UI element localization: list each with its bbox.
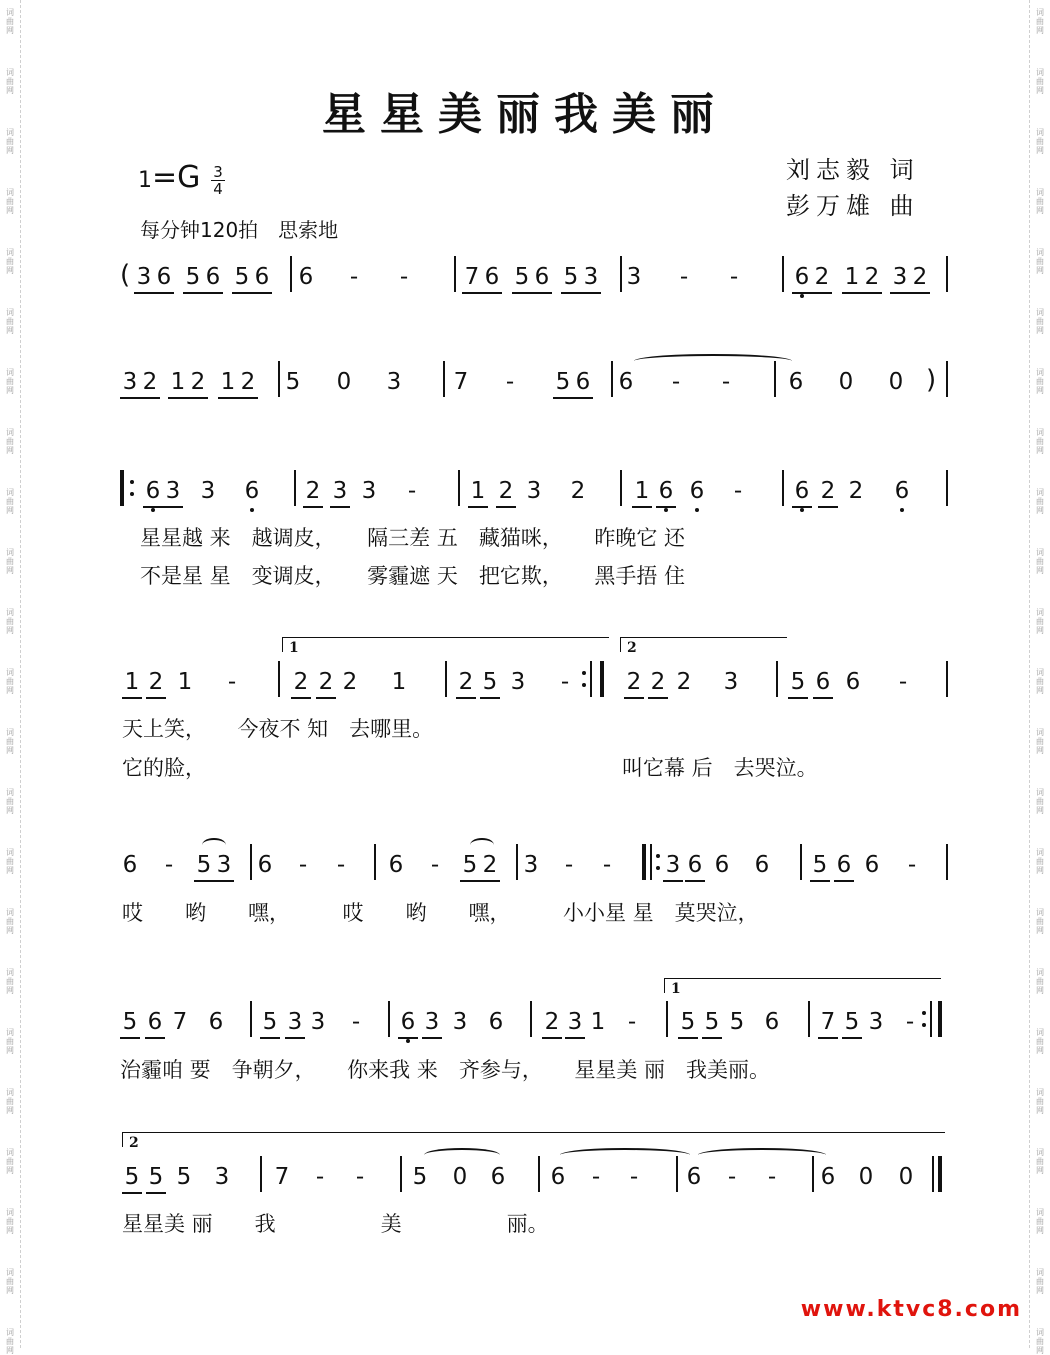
watermark-text: 词 曲 网 [6,488,14,515]
score-note: - [564,852,574,878]
website-watermark: www.ktvc8.com [800,1297,1022,1322]
score-note: 2 [542,1007,562,1039]
bar-line [782,256,784,292]
tempo-marking: 每分钟120拍 思索地 [140,218,339,242]
score-row-3 [0,476,1050,516]
score-note: 2 [818,476,838,508]
score-note: 3 [134,262,154,294]
score-note: - [898,669,908,695]
score-note: 3 [523,852,539,878]
bar-line [946,844,948,880]
bar-line [250,1001,252,1037]
score-note: 6 [687,476,707,506]
score-note: 2 [291,667,311,699]
score-note: - [729,264,739,290]
repeat-dot [656,854,660,858]
score-note: 5 [194,850,214,882]
second-ending-bracket: 2 [620,637,787,652]
watermark-text: 词 曲 网 [1036,788,1044,815]
watermark-text: 词 曲 网 [6,1148,14,1175]
score-note: 5 [120,1007,140,1039]
score-note: - [907,852,917,878]
composer-credit: 彭万雄 曲 [786,192,920,220]
score-note: 3 [510,669,526,695]
lyricist-credit: 刘志毅 词 [786,156,920,184]
score-note: 1 [168,367,188,399]
score-note: 6 [834,850,854,882]
score-note: 6 [573,367,593,399]
score-row-4 [0,667,1050,707]
score-note: - [399,264,409,290]
score-note: 6 [656,476,676,508]
score-note: - [336,852,346,878]
score-note: 5 [122,1162,142,1194]
watermark-text: 词 曲 网 [6,248,14,275]
tie-slur [202,838,226,852]
repeat-dot [582,671,586,675]
score-note: 2 [316,667,336,699]
score-note: 1 [590,1009,606,1035]
watermark-text: 词 曲 网 [1036,608,1044,635]
score-note: - [733,478,743,504]
bar-line [516,844,518,880]
watermark-text: 词 曲 网 [6,368,14,395]
watermark-text: 词 曲 网 [1036,308,1044,335]
score-note: 6 [488,1009,504,1035]
watermark-text: 词 曲 网 [6,668,14,695]
watermark-text: 词 曲 网 [6,68,14,95]
score-note: 3 [386,369,402,395]
score-note: 6 [298,264,314,290]
score-note: - [602,852,612,878]
score-note: 3 [361,478,377,504]
bar-line [590,661,592,697]
score-note: - [430,852,440,878]
watermark-text: 词 曲 网 [1036,1208,1044,1235]
watermark-text: 词 曲 网 [6,128,14,155]
watermark-text: 词 曲 网 [6,308,14,335]
watermark-text: 词 曲 网 [1036,1268,1044,1295]
lower-octave-dot [800,294,804,298]
watermark-text: 词 曲 网 [1036,1088,1044,1115]
score-note: 5 [412,1164,428,1190]
bar-line [445,661,447,697]
bar-line [776,661,778,697]
lower-octave-dot [250,508,254,512]
watermark-text: 词 曲 网 [6,188,14,215]
score-note: 2 [624,667,644,699]
watermark-text: 词 曲 网 [1036,968,1044,995]
bar-line [932,1156,934,1192]
score-note: - [905,1009,915,1035]
lyrics-line: 星星越 来 越调皮， 隔三差 五 藏猫咪， 昨晚它 还 [140,526,686,550]
bar-line [400,1156,402,1192]
score-note: 6 [686,1164,702,1190]
score-note: 7 [818,1007,838,1039]
score-note: 3 [214,1164,230,1190]
repeat-dot [130,492,134,496]
score-note: 6 [864,852,880,878]
watermark-text: 词 曲 网 [1036,428,1044,455]
bar-line [530,1001,532,1037]
score-note: - [407,478,417,504]
score-note: - [767,1164,777,1190]
score-note: 5 [285,369,301,395]
score-note: 3 [120,367,140,399]
score-note: 0 [838,369,854,395]
bar-line [938,1156,942,1192]
score-note: 6 [813,667,833,699]
score-note: - [351,1009,361,1035]
tie-slur [560,1148,690,1162]
score-note: 2 [303,476,323,508]
score-note: 6 [203,262,223,294]
song-title: 星星美丽我美丽 [322,89,728,140]
bar-line [458,470,460,506]
score-note: 6 [257,852,273,878]
lower-octave-dot [406,1039,410,1043]
score-note: 2 [342,669,358,695]
score-note: 1 [468,476,488,508]
score-row-1 [0,262,1050,302]
score-note: 7 [453,369,469,395]
score-note: - [315,1164,325,1190]
score-note: 3 [526,478,542,504]
score-note: 2 [910,262,930,294]
score-note: 3 [565,1007,585,1039]
lower-octave-dot [695,508,699,512]
score-note: 1 [842,262,862,294]
watermark-text: 词 曲 网 [1036,368,1044,395]
score-note: 1 [391,669,407,695]
score-note: - [560,669,570,695]
score-note: 5 [810,850,830,882]
score-paren: ( [120,260,131,290]
watermark-text: 词 曲 网 [6,788,14,815]
first-ending-bracket: 1 [282,637,609,652]
score-note: 6 [754,852,770,878]
score-note: 6 [398,1007,418,1039]
bar-line [946,256,948,292]
repeat-dot [582,683,586,687]
score-note: 5 [842,1007,862,1039]
score-note: 3 [581,262,601,294]
watermark-text: 词 曲 网 [1036,128,1044,155]
score-note: 6 [252,262,272,294]
score-note: 2 [238,367,258,399]
score-note: - [727,1164,737,1190]
score-note: 6 [892,476,912,506]
score-note: 5 [480,667,500,699]
lyrics-line: 不是星 星 变调皮， 雾霾遮 天 把它欺， 黑手捂 住 [140,564,686,588]
bar-line [650,844,652,880]
score-note: 3 [285,1007,305,1039]
bar-line [294,470,296,506]
bar-line [538,1156,540,1192]
score-note: 1 [122,667,142,699]
bar-line [600,661,604,697]
watermark-text: 词 曲 网 [1036,548,1044,575]
score-note: 3 [214,850,234,882]
lower-octave-dot [664,508,668,512]
watermark-text: 词 曲 网 [1036,668,1044,695]
lyrics-line: 哎 哟 嘿， 哎 哟 嘿， 小小星 星 莫哭泣， [122,901,759,925]
watermark-text: 词 曲 网 [1036,1148,1044,1175]
score-note: 3 [163,476,183,508]
score-note: 6 [532,262,552,294]
score-note: - [298,852,308,878]
lower-octave-dot [151,508,155,512]
score-note: 3 [890,262,910,294]
score-note: - [721,369,731,395]
score-note: 2 [848,478,864,504]
score-note: 3 [723,669,739,695]
bar-line [443,361,445,397]
score-note: 6 [122,852,138,878]
bar-line [388,1001,390,1037]
score-row-7 [0,1162,1050,1202]
watermark-text: 词 曲 网 [6,428,14,455]
watermark-text: 词 曲 网 [6,1088,14,1115]
score-paren: ) [926,365,937,395]
score-note: 6 [764,1009,780,1035]
bar-line [290,256,292,292]
watermark-text: 词 曲 网 [1036,1028,1044,1055]
watermark-text: 词 曲 网 [1036,488,1044,515]
tie-slur [470,838,494,852]
watermark-text: 词 曲 网 [6,8,14,35]
score-note: 6 [388,852,404,878]
score-note: 7 [172,1009,188,1035]
score-note: 3 [663,850,683,882]
score-note: 5 [183,262,203,294]
watermark-text: 词 曲 网 [6,1028,14,1055]
score-row-6 [0,1007,1050,1047]
score-note: 3 [626,264,642,290]
bar-line [946,470,948,506]
score-note: 6 [685,850,705,882]
bar-line [374,844,376,880]
score-note: 5 [232,262,252,294]
watermark-text: 词 曲 网 [6,1328,14,1355]
score-note: - [164,852,174,878]
score-note: - [227,669,237,695]
bar-line [260,1156,262,1192]
score-note: 6 [820,1164,836,1190]
bar-line [454,256,456,292]
score-note: 1 [632,476,652,508]
score-note: 7 [274,1164,290,1190]
score-note: 5 [729,1009,745,1035]
score-note: - [629,1164,639,1190]
score-note: 5 [561,262,581,294]
score-note: 0 [888,369,904,395]
score-note: 6 [242,476,262,506]
score-note: 6 [845,669,861,695]
score-note: 5 [788,667,808,699]
score-note: 3 [310,1009,326,1035]
score-note: 3 [330,476,350,508]
tie-slur [424,1148,500,1162]
lyrics-line: 治霾咱 要 争朝夕， 你来我 来 齐参与， 星星美 丽 我美丽。 [120,1058,771,1082]
score-note: 3 [422,1007,442,1039]
watermark-text: 词 曲 网 [6,608,14,635]
lower-octave-dot [900,508,904,512]
watermark-text: 词 曲 网 [6,548,14,575]
repeat-dot [130,480,134,484]
watermark-text: 词 曲 网 [6,728,14,755]
bar-line [666,1001,668,1037]
score-note: 0 [858,1164,874,1190]
tie-slur [698,1148,826,1162]
score-note: - [355,1164,365,1190]
bar-line [800,844,802,880]
watermark-text: 词 曲 网 [6,848,14,875]
score-note: 2 [140,367,160,399]
bar-line [278,661,280,697]
watermark-text: 词 曲 网 [1036,728,1044,755]
lyrics-line: 天上笑， 今夜不 知 去哪里。 [122,717,434,741]
score-note: 6 [482,262,502,294]
watermark-text: 词 曲 网 [1036,848,1044,875]
bar-line [642,844,646,880]
score-note: 0 [336,369,352,395]
score-note: 2 [812,262,832,294]
score-note: 6 [714,852,730,878]
bar-line [620,470,622,506]
score-note: 0 [898,1164,914,1190]
score-note: 2 [676,669,692,695]
score-note: - [679,264,689,290]
score-note: 3 [452,1009,468,1035]
score-row-5 [0,850,1050,890]
lyrics-line: 叫它幕 后 去哭泣。 [622,756,818,780]
score-note: - [671,369,681,395]
key-signature: 1=G [138,160,201,195]
score-note: 2 [146,667,166,699]
score-note: 5 [512,262,532,294]
score-note: - [591,1164,601,1190]
tie-slur [634,354,792,368]
score-note: 5 [553,367,573,399]
bar-line [120,470,124,506]
score-note: 1 [177,669,193,695]
score-note: 5 [176,1164,192,1190]
lower-octave-dot [800,508,804,512]
repeat-dot [922,1011,926,1015]
score-note: 6 [490,1164,506,1190]
score-note: 2 [496,476,516,508]
score-note: 6 [145,1007,165,1039]
score-note: 2 [188,367,208,399]
watermark-text: 词 曲 网 [1036,68,1044,95]
score-note: 6 [788,369,804,395]
score-note: 2 [862,262,882,294]
score-note: 6 [208,1009,224,1035]
score-note: 1 [218,367,238,399]
watermark-text: 词 曲 网 [6,968,14,995]
score-note: 6 [550,1164,566,1190]
score-note: 5 [702,1007,722,1039]
bar-line [611,361,613,397]
score-note: 3 [200,478,216,504]
score-note: 2 [480,850,500,882]
bar-line [946,661,948,697]
score-note: 5 [260,1007,280,1039]
score-note: 2 [456,667,476,699]
score-note: 3 [868,1009,884,1035]
score-note: 2 [648,667,668,699]
watermark-text: 词 曲 网 [6,1268,14,1295]
score-note: 6 [154,262,174,294]
watermark-text: 词 曲 网 [1036,1328,1044,1355]
watermark-text: 词 曲 网 [1036,908,1044,935]
bar-line [620,256,622,292]
score-note: 5 [460,850,480,882]
watermark-text: 词 曲 网 [1036,188,1044,215]
score-note: - [505,369,515,395]
score-note: 0 [452,1164,468,1190]
score-note: 5 [146,1162,166,1194]
score-note: 7 [462,262,482,294]
bar-line [946,361,948,397]
repeat-dot [922,1023,926,1027]
first-ending-bracket: 1 [664,978,941,993]
watermark-text: 词 曲 网 [1036,248,1044,275]
bar-line [278,361,280,397]
score-note: 5 [678,1007,698,1039]
watermark-text: 词 曲 网 [6,1208,14,1235]
second-ending-bracket: 2 [122,1132,945,1147]
score-note: 6 [792,476,812,508]
watermark-text: 词 曲 网 [6,908,14,935]
score-note: - [627,1009,637,1035]
bar-line [808,1001,810,1037]
time-signature: $\frac{3}{4}$ [211,164,225,197]
score-note: 6 [792,262,812,294]
score-note: 6 [618,369,634,395]
bar-line [930,1001,932,1037]
lyrics-line: 星星美 丽 我 美 丽。 [122,1212,549,1236]
score-note: 6 [143,476,163,508]
watermark-text: 词 曲 网 [1036,8,1044,35]
score-row-2 [0,367,1050,407]
score-note: - [349,264,359,290]
repeat-dot [656,866,660,870]
lyrics-line: 它的脸， [122,756,206,780]
score-note: 2 [570,478,586,504]
bar-line [250,844,252,880]
bar-line [938,1001,942,1037]
bar-line [782,470,784,506]
